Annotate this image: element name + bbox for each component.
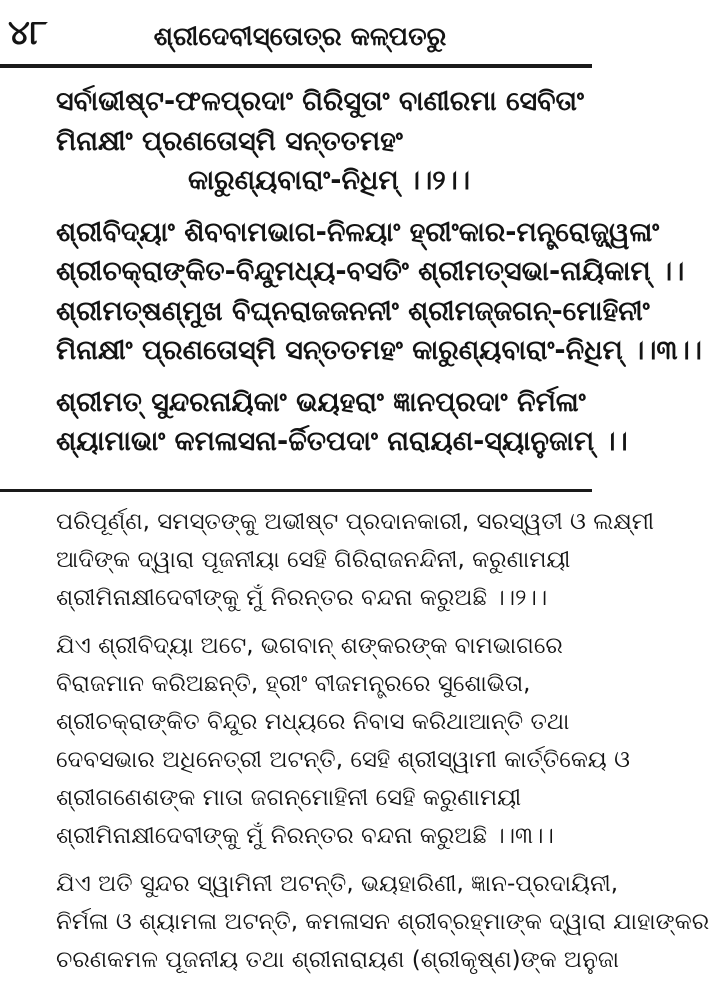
translation-line: ଚରଣକମଳ ପୂଜନୀୟ ତଥା ଶ୍ରୀନାରାୟଣ (ଶ୍ରୀକୃଷ୍ଣ)ଙ୍କ ଅନୁଜା	[56, 947, 620, 973]
translation-line: ଯିଏ ଅତି ସୁନ୍ଦର ସ୍ୱାମିନୀ ଅଟନ୍ତି, ଭୟହାରିଣୀ, ଜ୍ଞାନ-ପ୍ରଦାୟିନୀ,	[56, 871, 619, 897]
verse-line: ଶ୍ରୀମତ୍‌ଷଣ୍ମୁଖ ବିଘ୍ନରାଜଜନନୀଂ ଶ୍ରୀମଜ୍ଜଗନ୍-ମୋହିନୀଂ	[56, 295, 650, 327]
section-divider	[0, 489, 592, 492]
translation-line: ନିର୍ମଳା ଓ ଶ୍ୟାମଳା ଅଟନ୍ତି, କମଳାସନ ଶ୍ରୀବ୍ରହ୍ମାଙ୍କ ଦ୍ୱାରା ଯାହାଙ୍କର	[56, 909, 709, 935]
translation-line: ଯିଏ ଶ୍ରୀବିଦ୍ୟା ଅଟେ, ଭଗବାନ୍ ଶଙ୍କରଙ୍କ ବାମଭାଗରେ	[56, 633, 563, 659]
verse-line: ଶ୍ରୀମତ୍ ସୁନ୍ଦରନାୟିକାଂ ଭୟହରାଂ ଜ୍ଞାନପ୍ରଦାଂ ନିର୍ମଳାଂ	[56, 386, 586, 418]
verse-3	[56, 213, 702, 371]
verse-line: ମିନାକ୍ଷୀଂ ପ୍ରଣତୋସ୍ମି ସନ୍ତତମହଂ କାରୁଣ୍ୟବାରାଂ-ନିଧିମ୍ ।।୩।।	[56, 335, 702, 366]
translation-line: ଆଦିଙ୍କ ଦ୍ୱାରା ପୂଜନୀୟା ସେହି ଗିରିରାଜନନ୍ଦିନୀ, କରୁଣାମୟୀ	[56, 547, 571, 573]
translation-line: ପରିପୂର୍ଣ୍ଣ, ସମସ୍ତଙ୍କୁ ଅଭୀଷ୍ଟ ପ୍ରଦାନକାରୀ, ସରସ୍ୱତୀ ଓ ଲକ୍ଷ୍ମୀ	[56, 509, 655, 535]
running-title: ଶ୍ରୀଦେବୀସ୍ତୋତ୍ର କଳ୍ପତରୁ	[153, 22, 447, 52]
translation-line: ବିରାଜମାନ କରିଅଛନ୍ତି, ହ୍ରୀଂ ବୀଜମନ୍ତ୍ରରେ ସୁଶୋଭିତା,	[56, 671, 531, 697]
translation-paragraph-3	[56, 627, 630, 855]
verse-line: କାରୁଣ୍ୟବାରାଂ-ନିଧିମ୍ ।।୨।।	[188, 165, 470, 196]
verse-4	[56, 383, 628, 462]
translation-paragraph-2	[56, 503, 655, 617]
translation-paragraph-4	[56, 865, 709, 979]
verse-line: ଶ୍ରୀବିଦ୍ୟାଂ ଶିବବାମଭାଗ-ନିଳୟାଂ ହ୍ରୀଂକାର-ମନ୍ତ୍ରୋଜ୍ଜ୍ୱଳାଂ	[56, 216, 660, 248]
translation-line: ଶ୍ରୀଚକ୍ରାଙ୍କିତ ବିନ୍ଦୁର ମଧ୍ୟରେ ନିବାସ କରିଥାଆନ୍ତି ତଥା	[56, 709, 570, 735]
verse-line: ସର୍ବାଭୀଷ୍ଟ-ଫଳପ୍ରଦାଂ ଗିରିସୁତାଂ ବାଣୀରମା ସେବିତାଂ	[56, 86, 584, 117]
translation-line: ଦେବସଭାର ଅଧିନେତ୍ରୀ ଅଟନ୍ତି, ସେହି ଶ୍ରୀସ୍ୱାମୀ କାର୍ତ୍ତିକେୟ ଓ	[56, 747, 630, 773]
odia-translation	[56, 503, 709, 979]
verse-line: ଶ୍ୟାମାଭାଂ କମଳାସନା-ର୍ଚ୍ଚିତପଦାଂ ନାରାୟଣ-ସ୍ୟାନୁଜାମ୍ ।।	[56, 426, 628, 457]
verse-2	[56, 82, 582, 201]
translation-line: ଶ୍ରୀମିନାକ୍ଷୀଦେବୀଙ୍କୁ ମୁଁ ନିରନ୍ତର ବନ୍ଦନା କରୁଅଛି ।।୩।।	[56, 823, 554, 849]
sanskrit-verses	[56, 82, 702, 462]
verse-line: ମିନାକ୍ଷୀଂ ପ୍ରଣତୋସ୍ମି ସନ୍ତତମହଂ	[56, 125, 403, 157]
page-number: ୪୮	[8, 13, 48, 53]
header-rule	[0, 64, 592, 68]
verse-line: ଶ୍ରୀଚକ୍ରାଙ୍କିତ-ବିନ୍ଦୁମଧ୍ୟ-ବସତିଂ ଶ୍ରୀମତ୍‌ସଭା-ନାୟିକାମ୍ ।।	[56, 256, 685, 287]
translation-line: ଶ୍ରୀଗଣେଶଙ୍କ ମାତା ଜଗନ୍ମୋହିନୀ ସେହି କରୁଣାମୟୀ	[56, 785, 522, 811]
translation-line: ଶ୍ରୀମିନାକ୍ଷୀଦେବୀଙ୍କୁ ମୁଁ ନିରନ୍ତର ବନ୍ଦନା କରୁଅଛି ।।୨।।	[56, 585, 548, 611]
